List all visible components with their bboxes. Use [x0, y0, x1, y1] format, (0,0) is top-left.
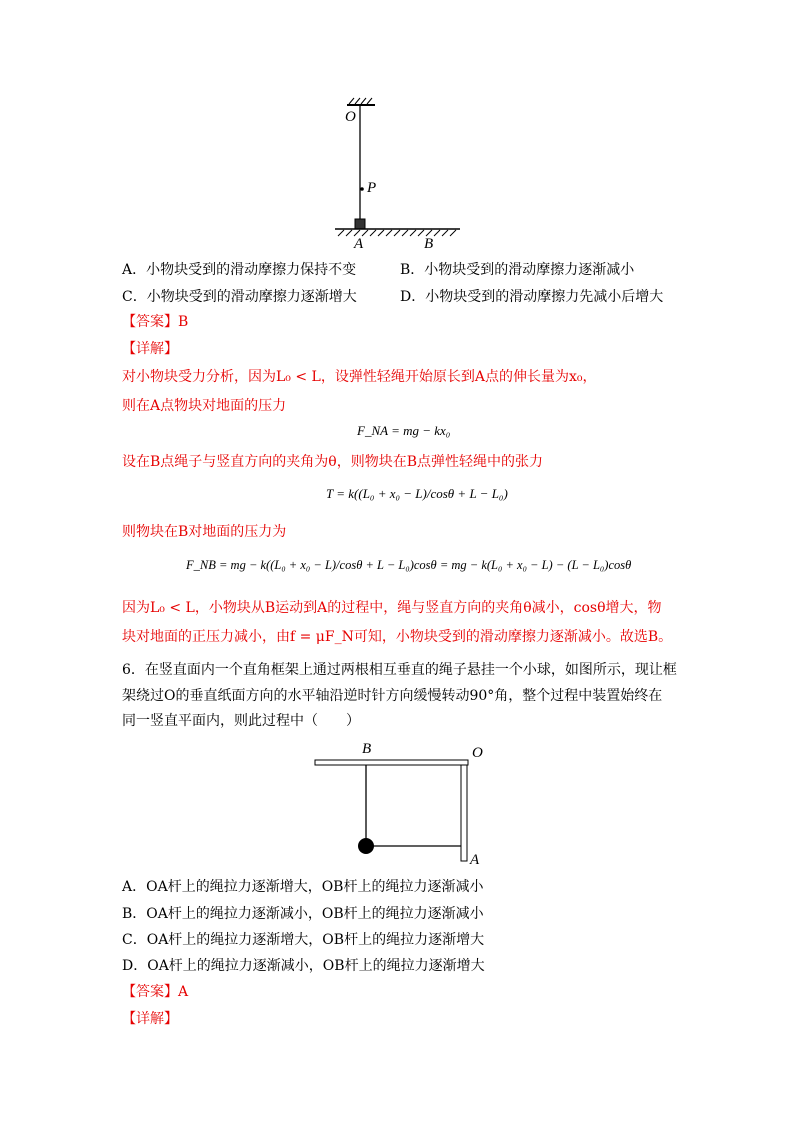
- q5-detail-heading: 【详解】: [122, 341, 178, 357]
- q5-option-d: D．小物块受到的滑动摩擦力先减小后增大: [400, 289, 664, 305]
- q6-stem-line3: 同一竖直平面内，则此过程中（ ）: [122, 713, 360, 729]
- q5-explanation-line5: 因为L₀ < L，小物块从B运动到A的过程中，绳与竖直方向的夹角θ减小，cosθ增大，物: [122, 600, 662, 616]
- q5-explanation-line3: 设在B点绳子与竖直方向的夹角为θ，则物块在B点弹性轻绳中的张力: [122, 454, 544, 470]
- q5-answer: 【答案】B: [122, 314, 189, 330]
- q5-explanation-line1: 对小物块受力分析，因为L₀ < L，设弹性轻绳开始原长到A点的伸长量为x₀，: [122, 369, 597, 385]
- figure1-label-a: A: [354, 236, 364, 252]
- formula-fna: F_NA = mg − kx₀: [357, 423, 451, 438]
- q6-answer: 【答案】A: [122, 984, 189, 1000]
- q6-stem-line1: 6．在竖直面内一个直角框架上通过两根相互垂直的绳子悬挂一个小球，如图所示，现让框: [122, 662, 677, 678]
- q5-option-a: A．小物块受到的滑动摩擦力保持不变: [122, 262, 357, 278]
- figure1-label-o: O: [345, 109, 356, 125]
- formula-fnb: F_NB = mg − k((L₀ + x₀ − L)/cosθ + L − L₀)cosθ = mg − k(L₀ + x₀ − L) − (L − L₀)cosθ: [186, 558, 632, 572]
- q6-option-b: B．OA杆上的绳拉力逐渐减小，OB杆上的绳拉力逐渐减小: [122, 906, 484, 922]
- q5-option-c: C．小物块受到的滑动摩擦力逐渐增大: [122, 289, 357, 305]
- figure2-label-a: A: [470, 852, 480, 868]
- figure2-label-o: O: [472, 745, 483, 761]
- q6-option-a: A．OA杆上的绳拉力逐渐增大，OB杆上的绳拉力逐渐减小: [122, 879, 484, 895]
- figure1-label-b: B: [424, 236, 434, 252]
- q5-explanation-line2: 则在A点物块对地面的压力: [122, 398, 287, 414]
- q6-stem-line2: 架绕过O的垂直纸面方向的水平轴沿逆时针方向缓慢转动90°角，整个过程中装置始终在: [122, 688, 663, 704]
- q6-option-c: C．OA杆上的绳拉力逐渐增大，OB杆上的绳拉力逐渐增大: [122, 932, 485, 948]
- q6-detail-heading: 【详解】: [122, 1011, 178, 1027]
- q5-option-b: B．小物块受到的滑动摩擦力逐渐减小: [400, 262, 635, 278]
- formula-tension: T = k((L₀ + x₀ − L)/cosθ + L − L₀): [326, 486, 508, 501]
- q5-explanation-line4: 则物块在B对地面的压力为: [122, 524, 287, 540]
- figure1-label-p: P: [367, 180, 377, 196]
- q5-explanation-line6: 块对地面的正压力减小，由f = μF_N可知，小物块受到的滑动摩擦力逐渐减小。故选B。: [122, 629, 673, 645]
- figure2-label-b: B: [362, 741, 372, 757]
- q6-option-d: D．OA杆上的绳拉力逐渐减小，OB杆上的绳拉力逐渐增大: [122, 958, 485, 974]
